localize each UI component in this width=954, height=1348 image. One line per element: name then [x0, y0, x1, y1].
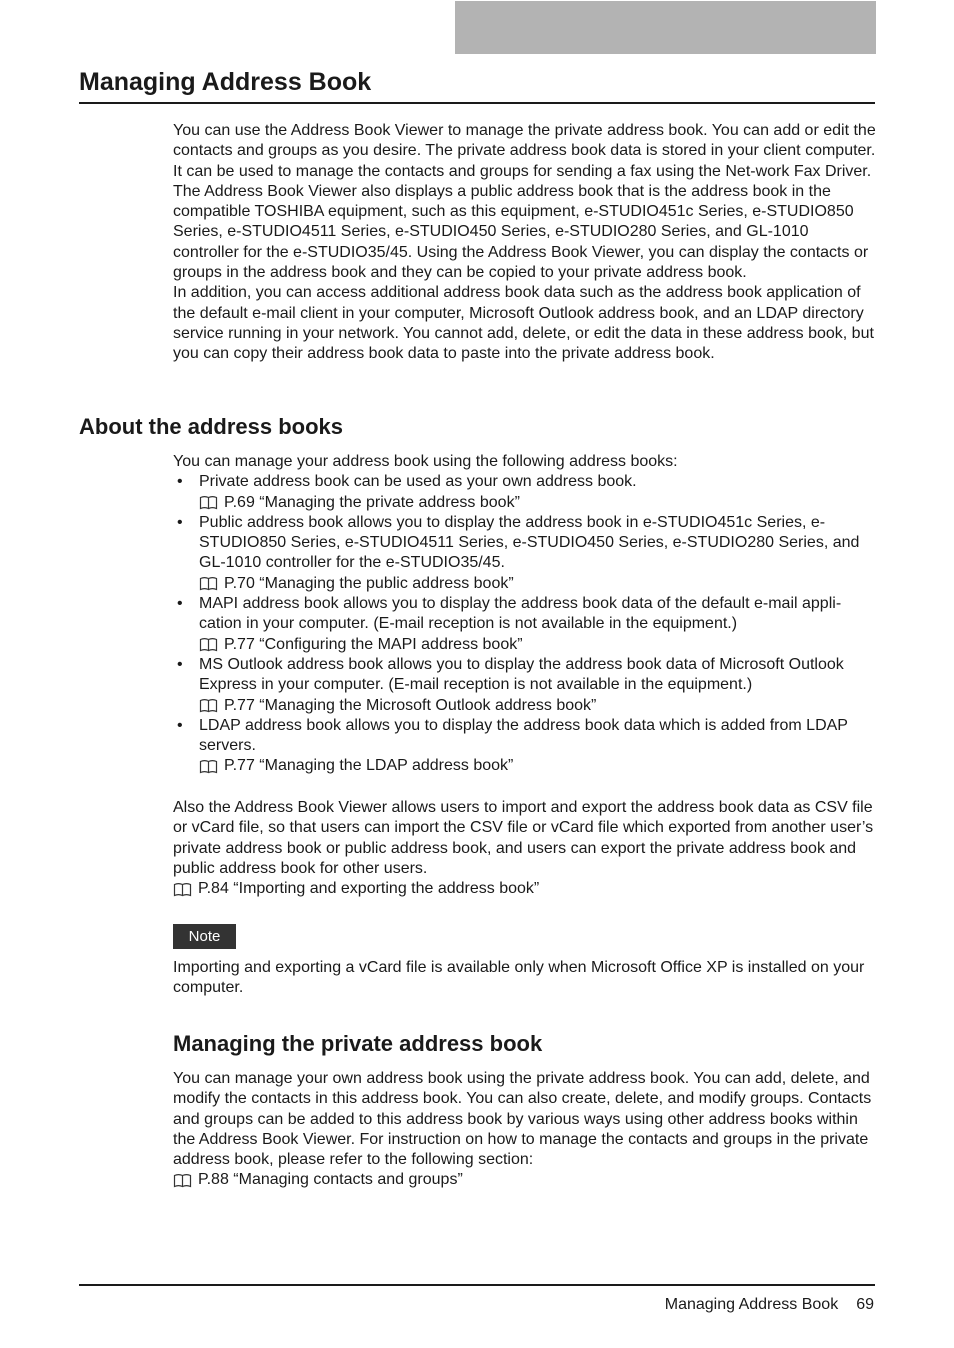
cross-reference[interactable]: [199, 756, 878, 776]
book-icon: [173, 882, 192, 897]
list-item-text: Public address book allows you to display the address book in e-STUDIO451c Series, e-STUDIO850 Series, e-STUDIO4511 Series, e-STUDIO450 Series, e-STUDIO280 Series, and GL-1010 controller for the e-STUDIO35/45.: [199, 513, 860, 572]
list-item: [173, 513, 878, 594]
bullet-icon: •: [177, 716, 183, 734]
list-item: [173, 655, 878, 716]
bullet-icon: •: [177, 595, 183, 613]
intro-paragraph-2: The Address Book Viewer also displays a public address book that is the address book in the compatible TOSHIBA equipment, such as this equipment, e-STUDIO451c Series, e-STUDIO850 Series, e-STUDIO4511 Series, e-STUDIO450 Series, e-STUDIO280 Series, and GL-1010 controller for the e-STUDIO35/45. Using the Address Book Viewer, you can display the contacts or groups in the address book and they can be copied to your private address book.: [173, 182, 869, 282]
cross-reference[interactable]: [199, 635, 878, 655]
page-footer: [665, 1295, 874, 1315]
cross-reference[interactable]: [173, 879, 878, 899]
reference-text: P.69 “Managing the private address book”: [224, 493, 520, 511]
reference-text: P.77 “Managing the Microsoft Outlook address book”: [224, 696, 597, 714]
footer-rule: [79, 1284, 875, 1286]
book-icon: [199, 495, 218, 510]
footer-section-title: Managing Address Book: [664, 1296, 839, 1313]
reference-text: P.84 “Importing and exporting the address book”: [198, 880, 540, 898]
intro-paragraph-1: You can use the Address Book Viewer to manage the private address book. You can add or edit the contacts and groups as you desire. The private address book data is stored in your client computer. It can be used to manage the contacts and groups for sending a fax using the Net-work Fax Driver.: [173, 122, 876, 180]
intro-paragraph-3: In addition, you can access additional address book data such as the address book application of the default e-mail client in your computer, Microsoft Outlook address book, and an LDAP directory service running in your network. You cannot add, delete, or edit the data in these address book, but you can copy their address book data to paste into the private address book.: [173, 284, 874, 363]
page-title: Managing Address Book: [79, 66, 875, 104]
list-item-text: MS Outlook address book allows you to display the address book data of Microsoft Outlook Express in your computer. (E-mail reception is not available in the equipment.): [199, 655, 844, 694]
cross-reference[interactable]: [199, 696, 878, 716]
bullet-icon: •: [177, 655, 183, 673]
import-export-section: [173, 798, 878, 899]
list-item: [173, 594, 878, 655]
book-icon: [199, 759, 218, 774]
list-item: [173, 716, 878, 777]
reference-text: P.77 “Managing the LDAP address book”: [224, 757, 514, 775]
book-icon: [173, 1173, 192, 1188]
book-icon: [199, 576, 218, 591]
cross-reference[interactable]: [173, 1170, 878, 1190]
header-bar: [455, 1, 876, 54]
bullet-icon: •: [177, 513, 183, 531]
note-section: [173, 958, 878, 999]
cross-reference[interactable]: [199, 574, 878, 594]
address-book-list: [173, 472, 878, 776]
reference-text: P.77 “Configuring the MAPI address book”: [224, 635, 523, 653]
about-section: [173, 452, 878, 777]
bullet-icon: •: [177, 473, 183, 491]
private-paragraph: You can manage your own address book using the private address book. You can add, delete, and modify the contacts in this address book. You can also create, delete, and modify groups. Contacts and groups can be added to this address book by various ways using other address books within the Address Book Viewer. For instruction on how to manage the contacts and groups in the private address book, please refer to the following section:: [173, 1070, 872, 1169]
reference-text: P.88 “Managing contacts and groups”: [198, 1171, 463, 1189]
list-item-text: LDAP address book allows you to display the address book data which is added from LDAP servers.: [199, 716, 848, 755]
private-section: [173, 1069, 878, 1191]
book-icon: [199, 698, 218, 713]
note-label: Note: [173, 924, 236, 949]
about-heading: About the address books: [79, 414, 344, 439]
list-item-text: MAPI address book allows you to display the address book data of the default e-mail appli-cation in your computer. (E-mail reception is not available in the equipment.): [199, 595, 842, 633]
book-icon: [199, 637, 218, 652]
import-export-paragraph: Also the Address Book Viewer allows users to import and export the address book data as CSV file or vCard file, so that users can import the CSV file or vCard file which exported from another user’s private address book or public address book, and users can export the private address book and public address book for other users.: [173, 799, 874, 877]
note-text: Importing and exporting a vCard file is available only when Microsoft Office XP is installed on your computer.: [173, 959, 865, 997]
about-lead: You can manage your address book using the following address books:: [173, 453, 678, 470]
reference-text: P.70 “Managing the public address book”: [224, 574, 514, 592]
private-heading: Managing the private address book: [173, 1031, 543, 1056]
list-item-text: Private address book can be used as your own address book.: [199, 473, 637, 491]
cross-reference[interactable]: [199, 493, 878, 513]
list-item: [173, 472, 878, 513]
page-number: 69: [856, 1296, 874, 1313]
intro-section: [173, 121, 878, 365]
